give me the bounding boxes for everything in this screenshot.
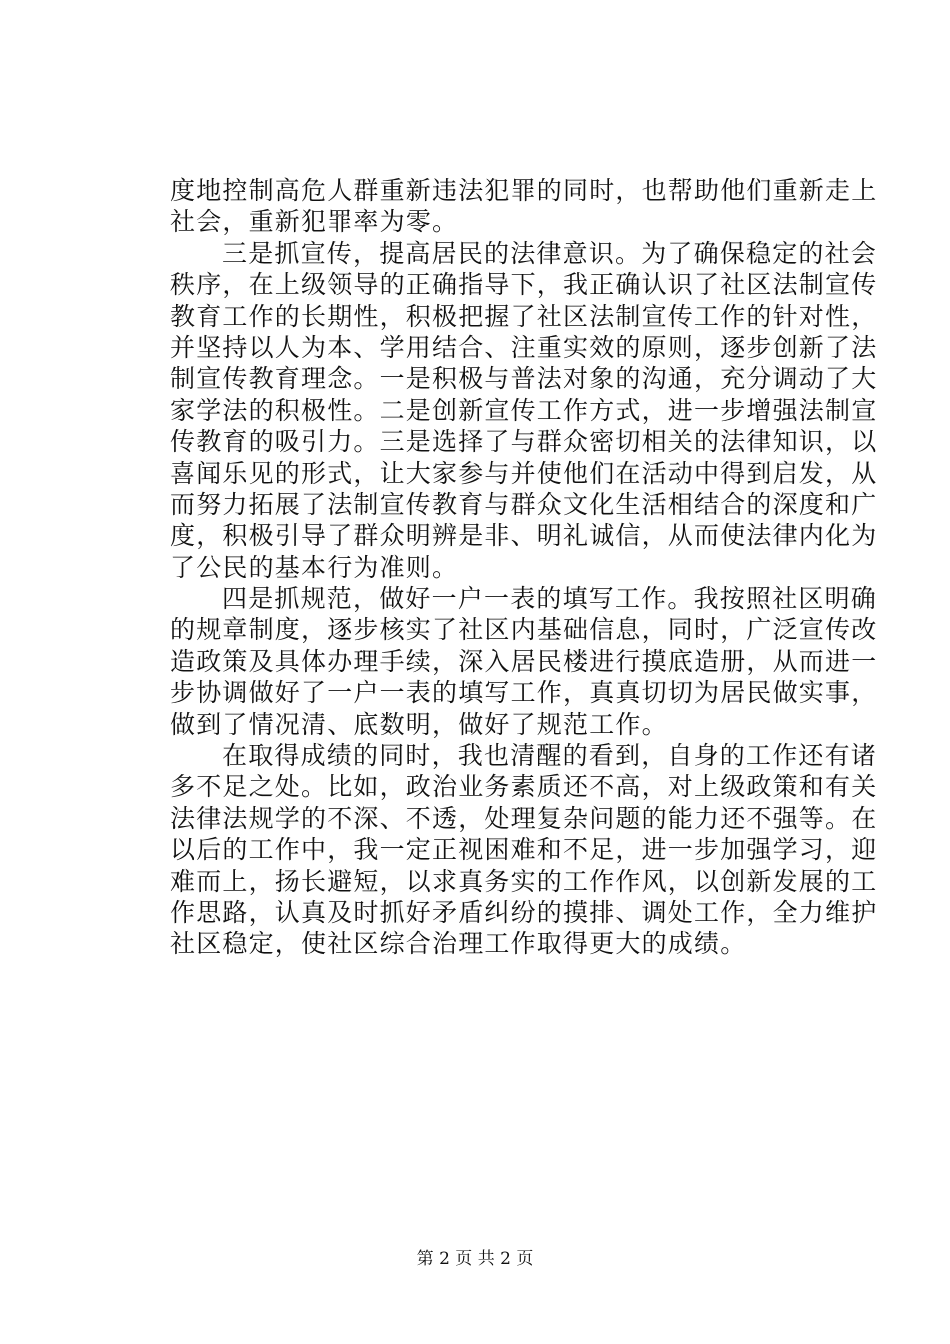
paragraph-line: 并坚持以人为本、学用结合、注重实效的原则，逐步创新了法: [170, 332, 878, 362]
paragraph-line: 制宣传教育理念。一是积极与普法对象的沟通，充分调动了大: [170, 364, 878, 394]
paragraph-line: 做到了情况清、底数明，做好了规范工作。: [170, 709, 668, 739]
paragraph: [170, 175, 878, 238]
paragraph-line: 度，积极引导了群众明辨是非、明礼诚信，从而使法律内化为: [170, 521, 878, 551]
paragraph-line: 家学法的积极性。二是创新宣传工作方式，进一步增强法制宣: [170, 395, 878, 425]
paragraph-line: 难而上，扬长避短，以求真务实的工作作风，以创新发展的工: [170, 866, 878, 896]
paragraph-line: 传教育的吸引力。三是选择了与群众密切相关的法律知识，以: [170, 427, 878, 457]
paragraph: [170, 583, 878, 740]
paragraph-line: 步协调做好了一户一表的填写工作，真真切切为居民做实事，: [170, 678, 878, 708]
paragraph-line: 以后的工作中，我一定正视困难和不足，进一步加强学习，迎: [170, 835, 878, 865]
paragraph: [170, 740, 878, 960]
page-footer: 第 2 页 共 2 页: [416, 1249, 534, 1269]
paragraph-line: 喜闻乐见的形式，让大家参与并使他们在活动中得到启发，从: [170, 458, 878, 488]
paragraph-line: 教育工作的长期性，积极把握了社区法制宣传工作的针对性，: [170, 301, 878, 331]
paragraph-line: 社区稳定，使社区综合治理工作取得更大的成绩。: [170, 929, 747, 959]
paragraph-line: 法律法规学的不深、不透，处理复杂问题的能力还不强等。在: [170, 803, 878, 833]
paragraph: [170, 238, 878, 583]
document-body: [170, 175, 878, 960]
paragraph-line: 造政策及具体办理手续，深入居民楼进行摸底造册，从而进一: [170, 646, 878, 676]
paragraph-line: 社会，重新犯罪率为零。: [170, 207, 459, 237]
paragraph-line: 的规章制度，逐步核实了社区内基础信息，同时，广泛宣传改: [170, 615, 878, 645]
paragraph-line: 三是抓宣传，提高居民的法律意识。为了确保稳定的社会: [222, 238, 878, 268]
paragraph-line: 多不足之处。比如，政治业务素质还不高，对上级政策和有关: [170, 772, 878, 802]
paragraph-line: 作思路，认真及时抓好矛盾纠纷的摸排、调处工作，全力维护: [170, 897, 878, 927]
paragraph-line: 了公民的基本行为准则。: [170, 552, 459, 582]
paragraph-line: 四是抓规范，做好一户一表的填写工作。我按照社区明确: [222, 584, 878, 614]
paragraph-line: 在取得成绩的同时，我也清醒的看到，自身的工作还有诸: [222, 741, 878, 771]
paragraph-line: 秩序，在上级领导的正确指导下，我正确认识了社区法制宣传: [170, 270, 878, 300]
paragraph-line: 而努力拓展了法制宣传教育与群众文化生活相结合的深度和广: [170, 489, 878, 519]
paragraph-line: 度地控制高危人群重新违法犯罪的同时，也帮助他们重新走上: [170, 176, 878, 205]
